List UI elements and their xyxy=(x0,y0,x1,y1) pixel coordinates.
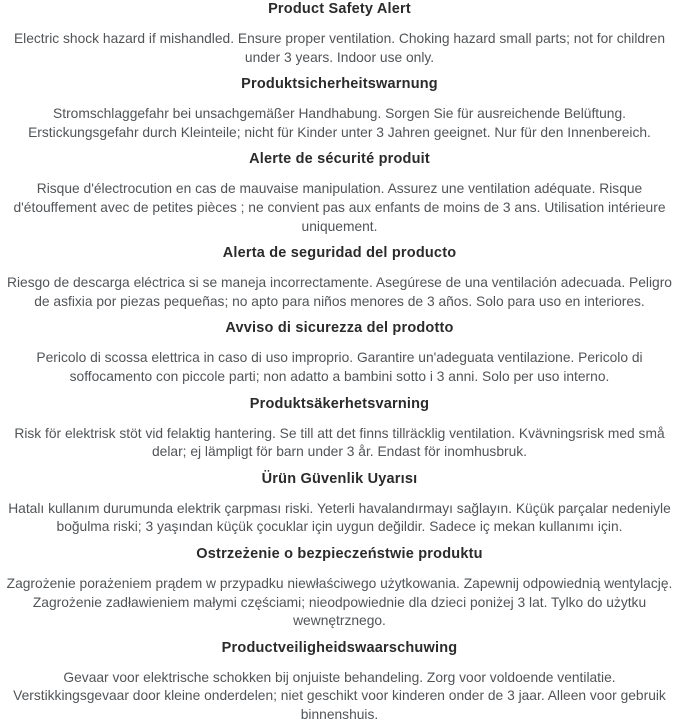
safety-section-de xyxy=(6,76,673,142)
section-body-en: Electric shock hazard if mishandled. Ensure proper ventilation. Choking hazard small parts; not for children under 3 years. Indoor use only. xyxy=(13,31,666,65)
section-heading-fr: Alerte de sécurité produit xyxy=(249,151,430,168)
section-body-fr: Risque d'électrocution en cas de mauvaise manipulation. Assurez une ventilation adéquate. Risque d'étouffement avec de petites pièces ; ne convient pas aux enfants de moins de 3 ans. Utilisation intérieure uniquement. xyxy=(13,181,666,234)
safety-section-tr xyxy=(6,471,673,537)
section-heading-pl: Ostrzeżenie o bezpieczeństwie produktu xyxy=(196,545,483,562)
safety-section-en xyxy=(6,1,673,67)
section-body-tr: Hatalı kullanım durumunda elektrik çarpması riski. Yeterli havalandırmayı sağlayın. Küçük parçalar nedeniyle boğulma riski; 3 yaşından küçük çocuklar için uygun değildir. Sadece iç mekan kullanımı için. xyxy=(8,500,671,535)
section-heading-es: Alerta de seguridad del producto xyxy=(222,245,457,262)
section-heading-sv: Produktsäkerhetsvarning xyxy=(249,395,430,412)
section-body-nl: Gevaar voor elektrische schokken bij onjuiste behandeling. Zorg voor voldoende ventilatie. Verstikkingsgevaar door kleine onderdelen; niet geschikt voor kinderen onder de 3 jaar. Alleen voor gebruik binnenshuis. xyxy=(13,669,666,722)
section-body-pl: Zagrożenie porażeniem prądem w przypadku niewłaściwego użytkowania. Zapewnij odpowiednią wentylację. Zagrożenie zadławieniem małymi częściami; nieodpowiednie dla dzieci poniżej 3 lat. Tylko do użytku wewnętrznego. xyxy=(6,575,673,629)
safety-section-sv xyxy=(6,396,673,462)
safety-section-es xyxy=(6,245,673,311)
section-heading-nl: Productveiligheidswaarschuwing xyxy=(221,639,458,656)
section-heading-de: Produktsicherheitswarnung xyxy=(241,76,438,93)
safety-section-nl xyxy=(6,640,673,724)
safety-section-fr xyxy=(6,151,673,236)
safety-section-pl xyxy=(6,546,673,631)
section-heading-it: Avviso di sicurezza del prodotto xyxy=(225,320,454,337)
safety-section-it xyxy=(6,320,673,386)
section-body-sv: Risk för elektrisk stöt vid felaktig hantering. Se till att det finns tillräcklig ventilation. Kvävningsrisk med små delar; ej lämpligt för barn under 3 år. Endast för inomhusbruk. xyxy=(14,425,665,460)
section-heading-tr: Ürün Güvenlik Uyarısı xyxy=(261,470,418,487)
section-body-it: Pericolo di scossa elettrica in caso di uso improprio. Garantire un'adeguata ventilazione. Pericolo di soffocamento con piccole parti; non adatto a bambini sotto i 3 anni. Solo per uso interno. xyxy=(36,350,643,384)
section-body-de: Stromschlaggefahr bei unsachgemäßer Handhabung. Sorgen Sie für ausreichende Belüftung. Erstickungsgefahr durch Kleinteile; nicht für Kinder unter 3 Jahren geeignet. Nur für den Innenbereich. xyxy=(28,106,651,140)
section-heading-en: Product Safety Alert xyxy=(268,1,411,17)
section-body-es: Riesgo de descarga eléctrica si se maneja incorrectamente. Asegúrese de una ventilación adecuada. Peligro de asfixia por piezas pequeñas; no apto para niños menores de 3 años. Solo para uso en interiores. xyxy=(7,275,672,309)
